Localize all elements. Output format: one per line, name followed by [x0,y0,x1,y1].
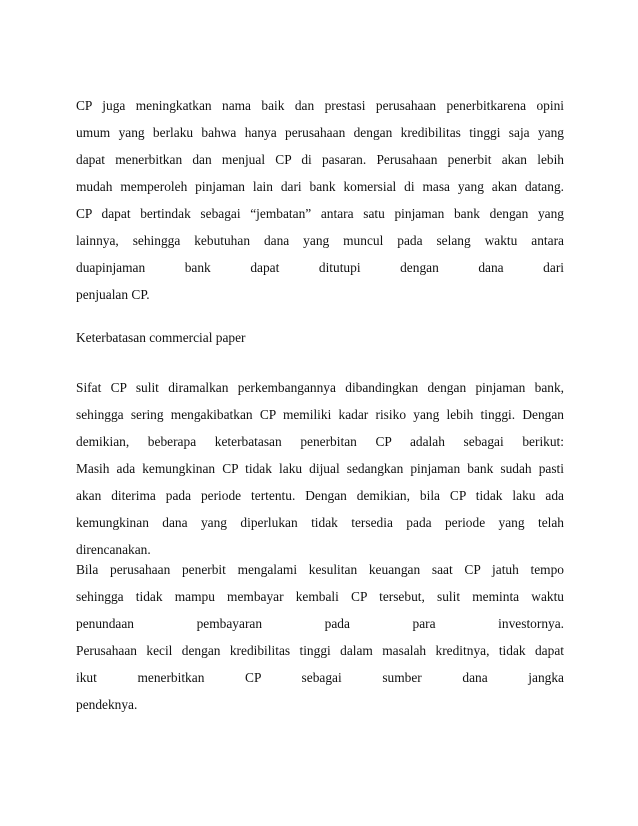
text-line: dapat menerbitkan dan menjual CP di pasaran. Perusahaan penerbit akan lebih [76,152,564,167]
text-line: umum yang berlaku bahwa hanya perusahaan dengan kredibilitas tinggi saja yang [76,125,564,140]
text-line: ikut menerbitkan CP sebagai sumber dana jangka [76,670,564,685]
text-line: Masih ada kemungkinan CP tidak laku dijual sedangkan pinjaman bank sudah pasti [76,461,564,476]
text-line: pendeknya. [76,697,138,712]
text-line: sehingga tidak mampu membayar kembali CP tersebut, sulit meminta waktu [76,589,564,604]
text-line: sehingga sering mengakibatkan CP memiliki kadar risiko yang lebih tinggi. Dengan [76,407,564,422]
text-line: Perusahaan kecil dengan kredibilitas tinggi dalam masalah kreditnya, tidak dapat [76,643,564,658]
text-line: direncanakan. [76,542,151,557]
text-line: Bila perusahaan penerbit mengalami kesulitan keuangan saat CP jatuh tempo [76,562,564,577]
text-line: demikian, beberapa keterbatasan penerbitan CP adalah sebagai berikut: [76,434,564,449]
text-line: kemungkinan dana yang diperlukan tidak tersedia pada periode yang telah [76,515,564,530]
text-line: CP juga meningkatkan nama baik dan prestasi perusahaan penerbitkarena opini [76,98,564,113]
text-line: mudah memperoleh pinjaman lain dari bank komersial di masa yang akan datang. [76,179,564,194]
text-line: penjualan CP. [76,287,150,302]
text-line: Sifat CP sulit diramalkan perkembangannya dibandingkan dengan pinjaman bank, [76,380,564,395]
text-line: penundaan pembayaran pada para investornya. [76,616,564,631]
text-line: duapinjaman bank dapat ditutupi dengan dana dari [76,260,564,275]
text-line: CP dapat bertindak sebagai “jembatan” antara satu pinjaman bank dengan yang [76,206,564,221]
text-line: lainnya, sehingga kebutuhan dana yang muncul pada selang waktu antara [76,233,564,248]
section-heading: Keterbatasan commercial paper [76,330,246,345]
text-line: akan diterima pada periode tertentu. Dengan demikian, bila CP tidak laku ada [76,488,564,503]
